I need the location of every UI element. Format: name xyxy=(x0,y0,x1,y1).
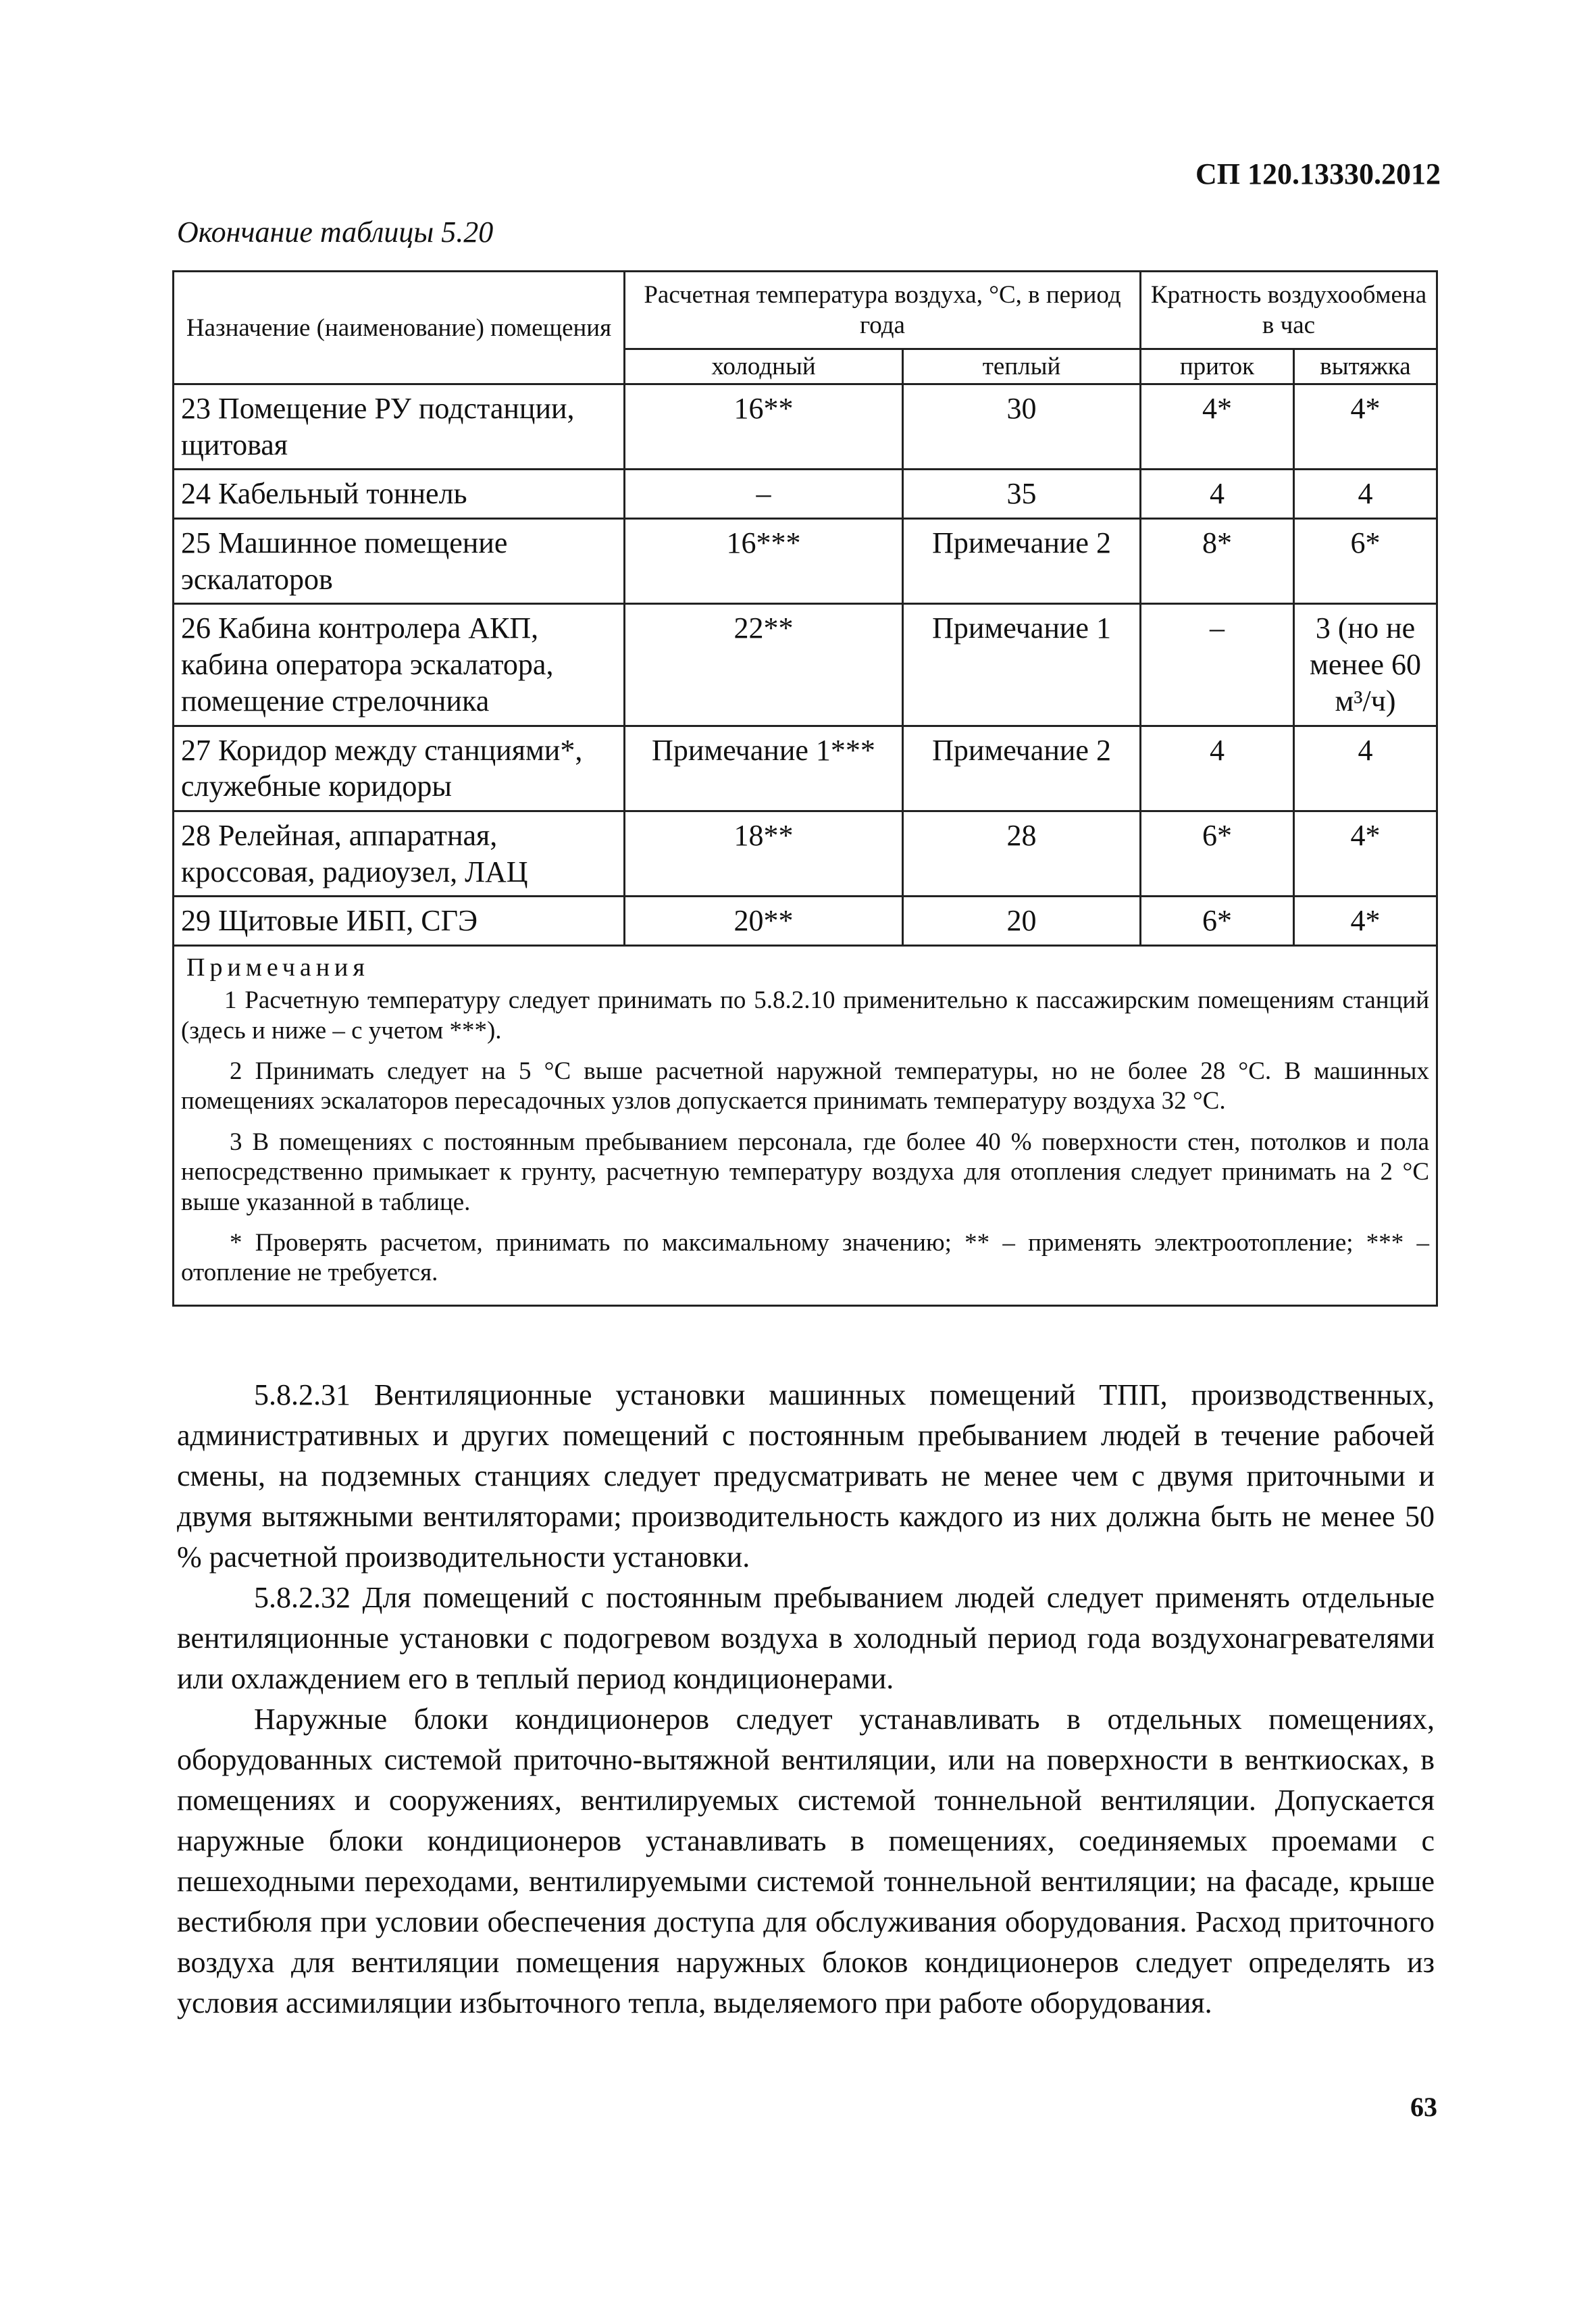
header-exhaust: вытяжка xyxy=(1294,349,1437,384)
warm-temp-cell: 30 xyxy=(903,384,1141,470)
room-name-cell: 28 Релейная, аппаратная, кроссовая, радиоузел, ЛАЦ xyxy=(174,811,625,896)
inflow-cell: 6* xyxy=(1141,897,1294,946)
exhaust-cell: 4* xyxy=(1294,811,1437,896)
table-header-row xyxy=(174,272,1437,349)
room-name-cell: 25 Машинное помещение эскалаторов xyxy=(174,519,625,604)
warm-temp-cell: 35 xyxy=(903,470,1141,519)
note-3: 3 В помещениях с постоянным пребыванием персонала, где более 40 % поверхности стен, потолков и пола непосредственно примыкает к грунту, расчетную температуру воздуха для отопления следует принимать на 2 °С выше указанной в таблице. xyxy=(181,1128,1430,1216)
inflow-cell: 8* xyxy=(1141,519,1294,604)
warm-temp-cell: Примечание 2 xyxy=(903,726,1141,811)
exhaust-cell: 4 xyxy=(1294,470,1437,519)
cold-temp-cell: – xyxy=(625,470,903,519)
cold-temp-cell: 18** xyxy=(625,811,903,896)
body-text xyxy=(177,1375,1435,2023)
warm-temp-cell: 28 xyxy=(903,811,1141,896)
page-number: 63 xyxy=(1410,2092,1437,2122)
paragraph-5-8-2-31: 5.8.2.31 Вентиляционные установки машинных помещений ТПП, производственных, административных и других помещений с постоянным пребыванием людей в течение рабочей смены, на подземных станциях следует предусматривать не менее чем с двумя приточными и двумя вытяжными вентиляторами; производительность каждого из них должна быть не менее 50 % расчетной производительности установки. xyxy=(177,1378,1435,1574)
warm-temp-cell: Примечание 2 xyxy=(903,519,1141,604)
room-name-cell: 26 Кабина контролера АКП, кабина оператора эскалатора, помещение стрелочника xyxy=(174,604,625,726)
warm-temp-cell: 20 xyxy=(903,897,1141,946)
table-row xyxy=(174,470,1437,519)
inflow-cell: 4* xyxy=(1141,384,1294,470)
table-row xyxy=(174,897,1437,946)
notes-cell xyxy=(174,945,1437,1305)
header-warm-period: теплый xyxy=(903,349,1141,384)
room-name-cell: 23 Помещение РУ подстанции, щитовая xyxy=(174,384,625,470)
exhaust-cell: 6* xyxy=(1294,519,1437,604)
notes-title: Примечания xyxy=(186,953,369,982)
header-inflow: приток xyxy=(1141,349,1294,384)
room-name-cell: 24 Кабельный тоннель xyxy=(174,470,625,519)
cold-temp-cell: 22** xyxy=(625,604,903,726)
document-code: СП 120.13330.2012 xyxy=(1195,157,1441,191)
inflow-cell: 6* xyxy=(1141,811,1294,896)
footnote-asterisks: * Проверять расчетом, принимать по максимальному значению; ** – применять электроотопление; *** – отопление не требуется. xyxy=(181,1228,1430,1287)
table-caption: Окончание таблицы 5.20 xyxy=(177,216,494,249)
exhaust-cell: 3 (но не менее 60 м³/ч) xyxy=(1294,604,1437,726)
header-cold-period: холодный xyxy=(625,349,903,384)
table-row xyxy=(174,726,1437,811)
inflow-cell: 4 xyxy=(1141,470,1294,519)
inflow-cell: – xyxy=(1141,604,1294,726)
cold-temp-cell: Примечание 1*** xyxy=(625,726,903,811)
header-room-name: Назначение (наименование) помещения xyxy=(174,272,625,384)
header-temperature: Расчетная температура воздуха, °С, в период года xyxy=(625,272,1141,349)
notes-row xyxy=(174,945,1437,1305)
note-1: 1 Расчетную температуру следует принимать по 5.8.2.10 применительно к пассажирским помещениям станций (здесь и ниже – с учетом ***). xyxy=(181,986,1430,1045)
cold-temp-cell: 20** xyxy=(625,897,903,946)
inflow-cell: 4 xyxy=(1141,726,1294,811)
header-air-exchange: Кратность воздухообмена в час xyxy=(1141,272,1437,349)
paragraph-5-8-2-32: 5.8.2.32 Для помещений с постоянным пребыванием людей следует применять отдельные вентиляционные установки с подогревом воздуха в холодный период года воздухонагревателями или охлаждением его в теплый период кондиционерами. xyxy=(177,1581,1435,1695)
ventilation-table xyxy=(172,270,1438,1307)
cold-temp-cell: 16*** xyxy=(625,519,903,604)
exhaust-cell: 4* xyxy=(1294,897,1437,946)
table-row xyxy=(174,604,1437,726)
table-row xyxy=(174,384,1437,470)
note-2: 2 Принимать следует на 5 °С выше расчетной наружной температуры, но не более 28 °С. В машинных помещениях эскалаторов пересадочных узлов допускается принимать температуру воздуха 32 °С. xyxy=(181,1057,1430,1115)
table-row xyxy=(174,811,1437,896)
cold-temp-cell: 16** xyxy=(625,384,903,470)
paragraph-outdoor-units: Наружные блоки кондиционеров следует устанавливать в отдельных помещениях, оборудованных системой приточно-вытяжной вентиляции, или на поверхности в венткиосках, в помещениях и сооружениях, вентилируемых системой тоннельной вентиляции. Допускается наружные блоки кондиционеров устанавливать в помещениях, соединяемых проемами с пешеходными переходами, вентилируемыми системой тоннельной вентиляции; на фасаде, крыше вестибюля при условии обеспечения доступа для обслуживания оборудования. Расход приточного воздуха для вентиляции помещения наружных блоков кондиционеров следует определять из условия ассимиляции избыточного тепла, выделяемого при работе оборудования. xyxy=(177,1703,1435,2019)
table-row xyxy=(174,519,1437,604)
ventilation-table-container xyxy=(172,270,1436,1307)
room-name-cell: 29 Щитовые ИБП, СГЭ xyxy=(174,897,625,946)
exhaust-cell: 4 xyxy=(1294,726,1437,811)
room-name-cell: 27 Коридор между станциями*, служебные коридоры xyxy=(174,726,625,811)
warm-temp-cell: Примечание 1 xyxy=(903,604,1141,726)
exhaust-cell: 4* xyxy=(1294,384,1437,470)
